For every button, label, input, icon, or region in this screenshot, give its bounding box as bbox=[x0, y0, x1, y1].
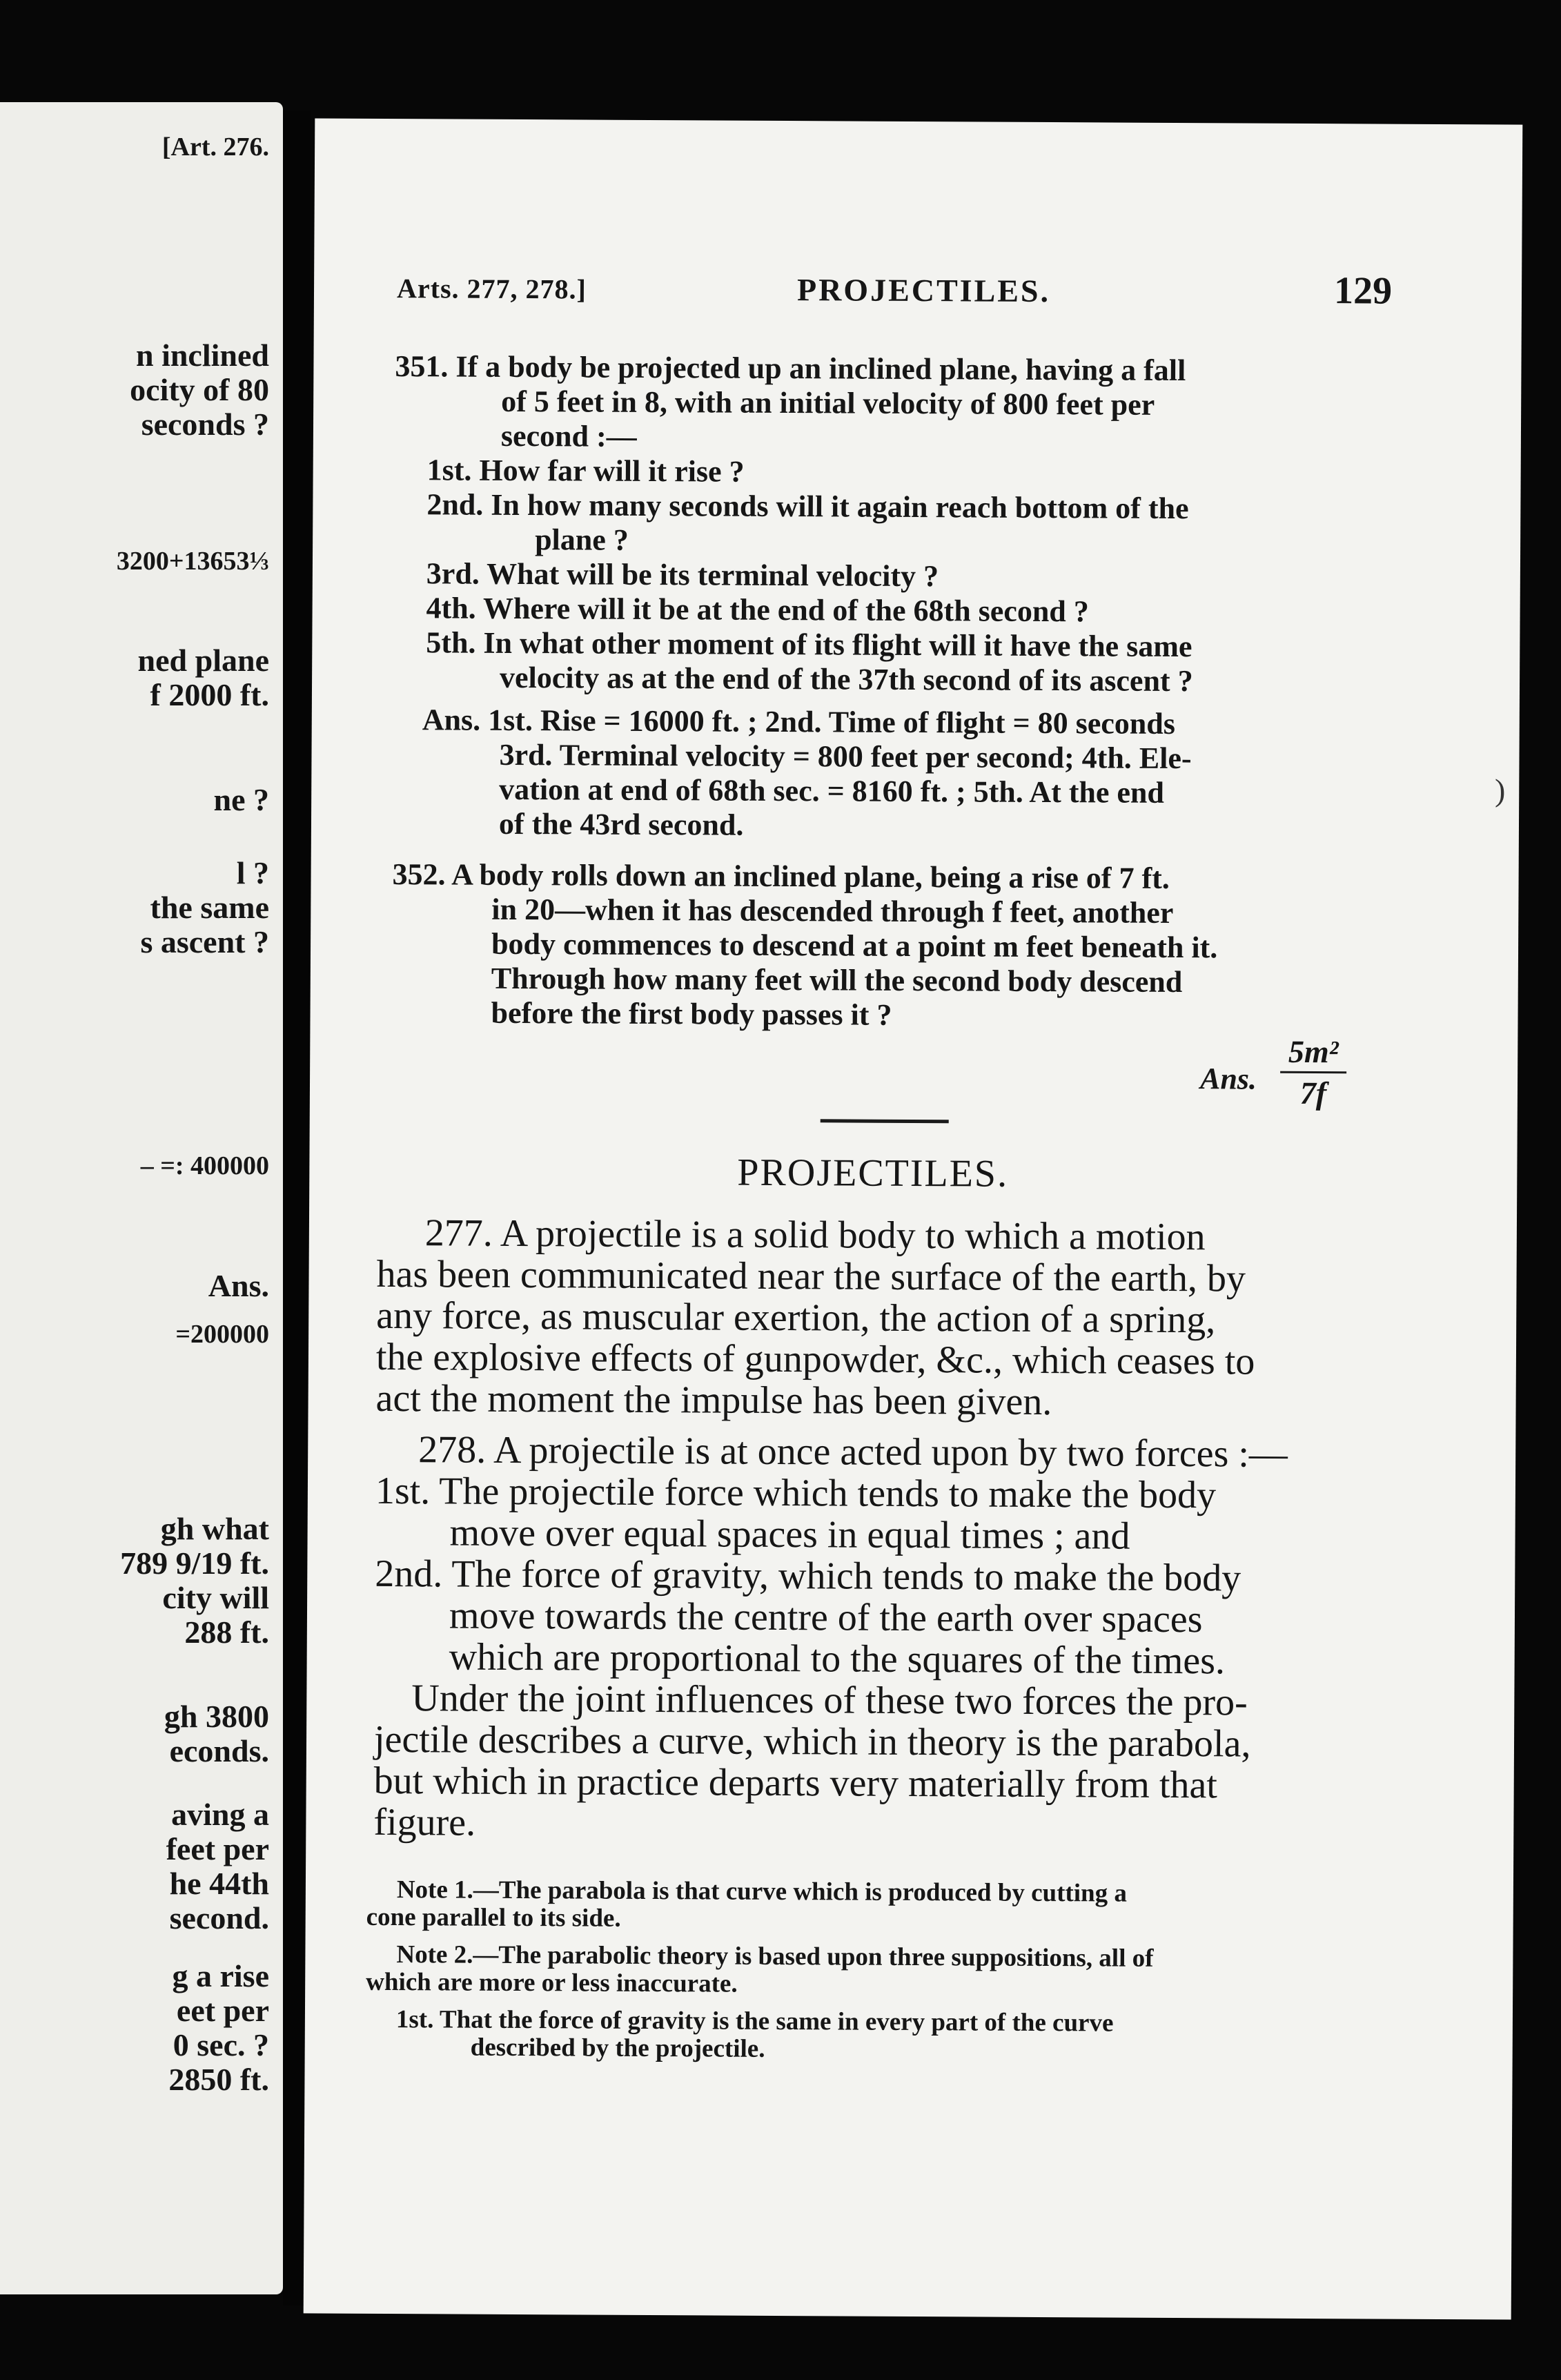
note-line: which are more or less inaccurate. bbox=[366, 1967, 738, 1998]
problem-351-answer-line: vation at end of 68th sec. = 8160 ft. ; 5th. At the end bbox=[499, 772, 1165, 810]
note-line: Note 2.—The parabolic theory is based upon three suppositions, all of bbox=[396, 1940, 1154, 1973]
left-page-line: f 2000 ft. bbox=[150, 677, 269, 712]
article-278-line: move over equal spaces in equal times ; and bbox=[449, 1511, 1130, 1558]
problem-351-answer-line: 3rd. Terminal velocity = 800 feet per second; 4th. Ele- bbox=[499, 737, 1192, 776]
article-278-line: but which in practice departs very materially from that bbox=[373, 1759, 1218, 1807]
fraction-bar bbox=[1280, 1071, 1346, 1074]
left-page-line: gh 3800 bbox=[164, 1699, 269, 1734]
left-page-line: [Art. 276. bbox=[161, 133, 269, 162]
left-page-line: =200000 bbox=[175, 1320, 269, 1349]
article-278-line: 278. A projectile is at once acted upon by two forces :— bbox=[418, 1428, 1288, 1476]
note-line: 1st. That the force of gravity is the same in every part of the curve bbox=[395, 2005, 1114, 2038]
left-page-line: the same bbox=[150, 890, 269, 925]
problem-351-line: 1st. How far will it rise ? bbox=[426, 453, 745, 489]
article-277-line: act the moment the impulse has been given. bbox=[375, 1376, 1052, 1424]
article-277-line: 277. A projectile is a solid body to which a motion bbox=[424, 1211, 1206, 1259]
left-page-line: second. bbox=[169, 1900, 269, 1935]
problem-351-line: velocity as at the end of the 37th second of its ascent ? bbox=[499, 660, 1193, 699]
left-page-line: ned plane bbox=[137, 643, 269, 678]
section-title: PROJECTILES. bbox=[737, 1151, 1009, 1196]
left-page-line: Ans. bbox=[208, 1268, 269, 1303]
left-page-line: feet per bbox=[166, 1831, 269, 1866]
left-page-line: he 44th bbox=[169, 1866, 269, 1901]
margin-mark: ) bbox=[1495, 772, 1506, 808]
article-278-line: move towards the centre of the earth over spaces bbox=[449, 1594, 1203, 1641]
problem-351-line: plane ? bbox=[535, 523, 629, 557]
note-line: described by the projectile. bbox=[470, 2033, 765, 2063]
problem-351-line: 4th. Where will it be at the end of the 68th second ? bbox=[426, 591, 1089, 629]
article-277-line: has been communicated near the surface of the earth, by bbox=[376, 1252, 1246, 1300]
article-278-line: 1st. The projectile force which tends to make the body bbox=[375, 1469, 1217, 1517]
left-page-line: econds. bbox=[169, 1733, 269, 1768]
problem-352-line: 352. A body rolls down an inclined plane, being a rise of 7 ft. bbox=[392, 857, 1170, 895]
left-page-line: 789 9/19 ft. bbox=[120, 1545, 269, 1581]
note-line: Note 1.—The parabola is that curve which is produced by cutting a bbox=[396, 1875, 1127, 1908]
left-page-line: aving a bbox=[171, 1797, 269, 1832]
note-line: cone parallel to its side. bbox=[366, 1902, 621, 1933]
left-page-line: seconds ? bbox=[141, 407, 269, 442]
article-278-line: jectile describes a curve, which in theory is the parabola, bbox=[373, 1717, 1251, 1766]
right-page bbox=[304, 118, 1523, 2319]
problem-351-answer-line: Ans. 1st. Rise = 16000 ft. ; 2nd. Time of flight = 80 seconds bbox=[422, 703, 1176, 741]
fraction-numerator: 5m² bbox=[1288, 1033, 1339, 1070]
problem-351-answer-line: of the 43rd second. bbox=[498, 806, 744, 842]
left-page-fragment bbox=[0, 102, 283, 2294]
left-page-line: g a rise bbox=[172, 1958, 269, 1993]
article-278-line: which are proportional to the squares of the times. bbox=[449, 1635, 1226, 1683]
page-title: PROJECTILES. bbox=[796, 272, 1051, 309]
left-page-line: eet per bbox=[176, 1993, 269, 2028]
article-278-line: figure. bbox=[373, 1800, 476, 1844]
problem-352-line: Through how many feet will the second body descend bbox=[491, 961, 1183, 999]
problem-351-line: 5th. In what other moment of its flight will it have the same bbox=[426, 625, 1192, 664]
section-divider bbox=[821, 1119, 949, 1123]
problem-351-line: 3rd. What will be its terminal velocity ? bbox=[426, 556, 939, 594]
left-page-line: n inclined bbox=[135, 338, 269, 373]
left-page-line: 0 sec. ? bbox=[173, 2027, 269, 2062]
running-head: Arts. 277, 278.] bbox=[396, 273, 587, 305]
problem-352-line: body commences to descend at a point m feet beneath it. bbox=[491, 926, 1218, 965]
problem-352-answer-label: Ans. bbox=[1199, 1062, 1257, 1096]
left-page-line: 2850 ft. bbox=[168, 2062, 269, 2097]
left-page-line: – =: 400000 bbox=[140, 1151, 269, 1180]
article-277-line: any force, as muscular exertion, the action of a spring, bbox=[376, 1294, 1216, 1342]
left-page-line: gh what bbox=[160, 1511, 269, 1546]
left-page-line: 288 ft. bbox=[184, 1615, 269, 1650]
article-278-line: Under the joint influences of these two forces the pro- bbox=[411, 1677, 1248, 1724]
left-page-line: 3200+13653⅓ bbox=[116, 547, 269, 576]
problem-352-line: before the first body passes it ? bbox=[491, 995, 892, 1032]
problem-352-line: in 20—when it has descended through f feet, another bbox=[491, 892, 1174, 930]
left-page-line: l ? bbox=[236, 855, 269, 890]
left-page-line: ne ? bbox=[213, 782, 269, 817]
left-page-line: s ascent ? bbox=[140, 924, 269, 959]
problem-351-line: second :— bbox=[500, 418, 637, 453]
problem-351-line: of 5 feet in 8, with an initial velocity of 800 feet per bbox=[501, 384, 1155, 422]
problem-351-line: 351. If a body be projected up an inclined plane, having a fall bbox=[395, 349, 1186, 388]
problem-351-line: 2nd. In how many seconds will it again reach bottom of the bbox=[426, 487, 1189, 526]
problem-352-answer-fraction bbox=[1280, 1033, 1347, 1112]
page-number: 129 bbox=[1333, 269, 1393, 313]
article-277-line: the explosive effects of gunpowder, &c., which ceases to bbox=[375, 1335, 1255, 1383]
left-page-line: ocity of 80 bbox=[130, 372, 269, 407]
fraction-denominator: 7f bbox=[1299, 1075, 1327, 1111]
left-page-line: city will bbox=[162, 1580, 269, 1615]
article-278-line: 2nd. The force of gravity, which tends to make the body bbox=[375, 1552, 1241, 1600]
